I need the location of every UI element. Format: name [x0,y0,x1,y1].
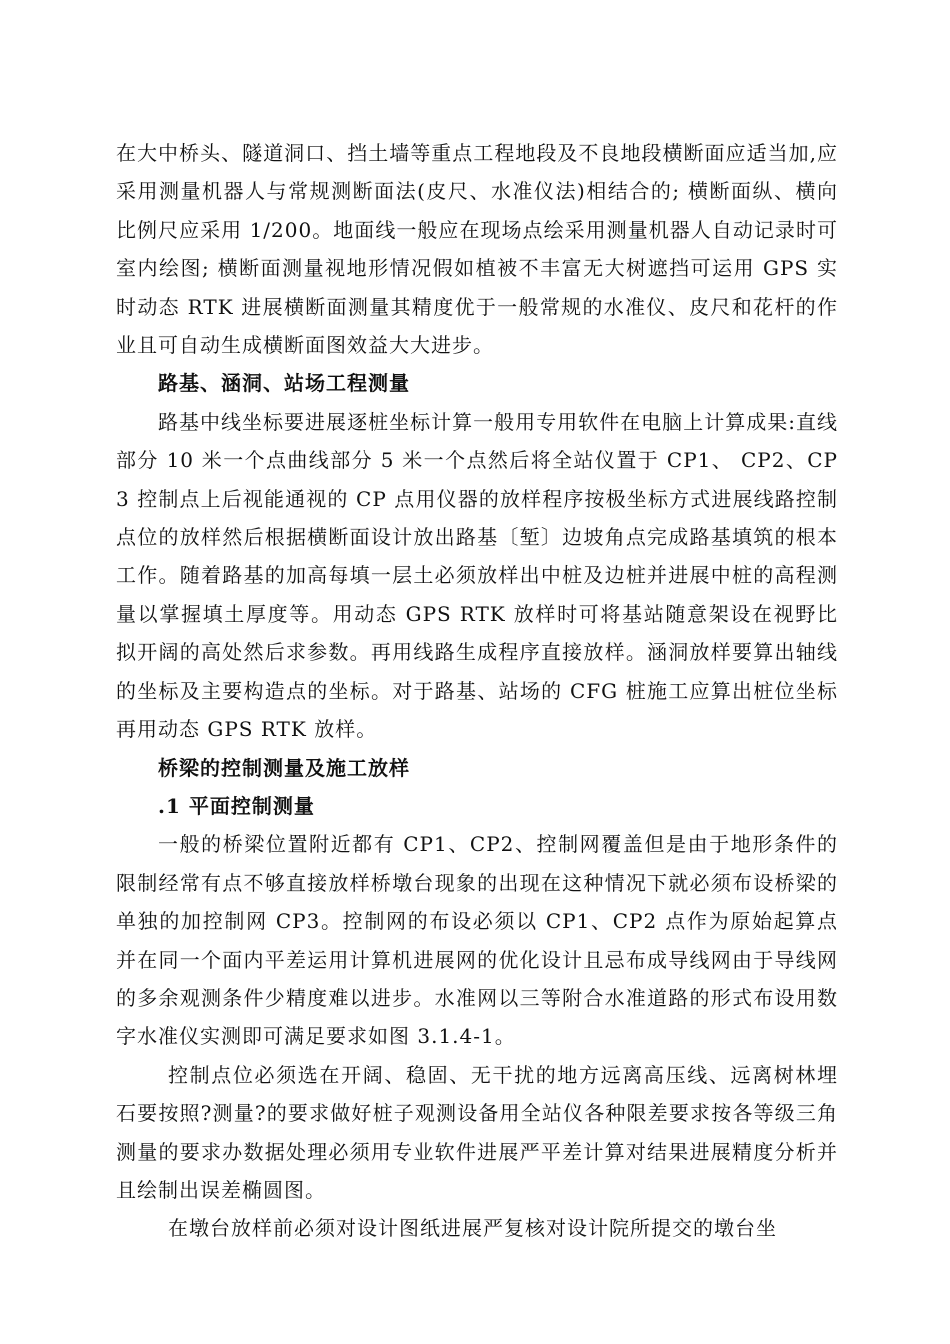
document-page [116,134,838,1248]
subsection-heading-plane-control: .1 平面控制测量 [158,793,315,818]
paragraph-cross-section-survey: 在大中桥头、隧道洞口、挡土墙等重点工程地段及不良地段横断面应适当加,应采用测量机器人与常规测断面法(皮尺、水准仪法)相结合的; 横断面纵、横向比例尺应采用 1/200。地面线一般应在现场点绘采用测量机器人自动记录时可室内绘图; 横断面测量视地形情况假如植被不丰富无大树遮挡可运用 GPS 实时动态 RTK 进展横断面测量其精度优于一般常规的水准仪、皮尺和花杆的作业且可自动生成横断面图效益大大进步。 [116,141,838,358]
paragraph-bridge-control-network: 一般的桥梁位置附近都有 CP1、CP2、控制网覆盖但是由于地形条件的限制经常有点不够直接放样桥墩台现象的出现在这种情况下就必须布设桥梁的单独的加控制网 CP3。控制网的布设必须以 CP1、CP2 点作为原始起算点并在同一个面内平差运用计算机进展网的优化设计且忌布成导线网由于导线网的多余观测条件少精度难以进步。水准网以三等附合水准道路的形式布设用数字水准仪实测即可满足要求如图 3.1.4-1。 [116,832,838,1049]
paragraph-control-point-selection: 控制点位必须选在开阔、稳固、无干扰的地方远离高压线、远离树林埋石要按照?测量?的要求做好桩子观测设备用全站仪各种限差要求按各等级三角测量的要求办数据处理必须用专业软件进展严平差计算对结果进展精度分析并且绘制出误差椭圆图。 [116,1062,838,1202]
section-heading-bridge-control-survey: 桥梁的控制测量及施工放样 [158,755,410,780]
section-heading-subgrade-culvert-station: 路基、涵洞、站场工程测量 [158,371,410,396]
paragraph-pier-setting-out: 在墩台放样前必须对设计图纸进展严复核对设计院所提交的墩台坐 [168,1216,777,1241]
paragraph-subgrade-setting-out: 路基中线坐标要进展逐桩坐标计算一般用专用软件在电脑上计算成果:直线部分 10 米一个点曲线部分 5 米一个点然后将全站仪置于 CP1、 CP2、CP3 控制点上后视能通视的 CP 点用仪器的放样程序按极坐标方式进展线路控制点位的放样然后根据横断面设计放出路基〔堑〕边坡角点完成路基填筑的根本工作。随着路基的加高每填一层土必须放样出中桩及边桩并进展中桩的高程测量以掌握填土厚度等。用动态 GPS RTK 放样时可将基站随意架设在视野比拟开阔的高处然后求参数。再用线路生成程序直接放样。涵洞放样要算出轴线的坐标及主要构造点的坐标。对于路基、站场的 CFG 桩施工应算出桩位坐标再用动态 GPS RTK 放样。 [116,409,838,742]
